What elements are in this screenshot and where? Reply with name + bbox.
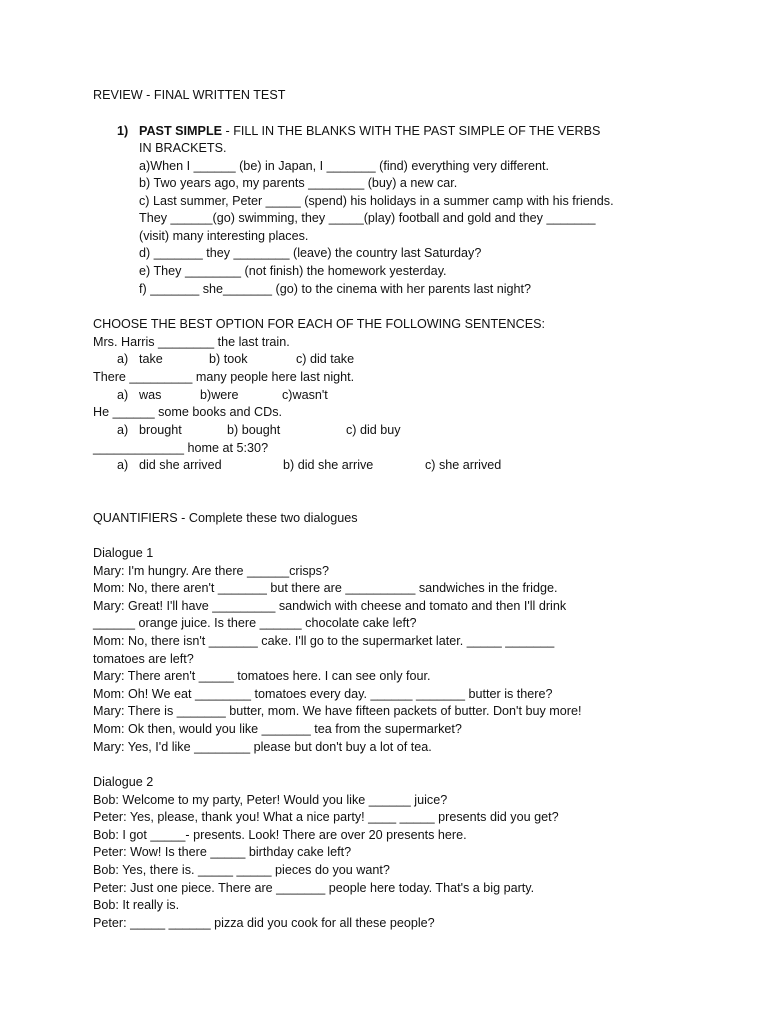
question-line: Mrs. Harris ________ the last train.	[93, 335, 290, 349]
option-letter: a)	[117, 458, 129, 472]
exercise-line: c) Last summer, Peter _____ (spend) his holidays in a summer camp with his friends.	[139, 194, 614, 208]
exercise-line: (visit) many interesting places.	[139, 229, 309, 243]
option: brought	[139, 423, 182, 437]
option: b)were	[200, 388, 239, 402]
dialogue-line: Peter: Yes, please, thank you! What a nice party! ____ _____ presents did you get?	[93, 810, 559, 824]
dialogue-line: Mom: Oh! We eat ________ tomatoes every day. ______ _______ butter is there?	[93, 687, 553, 701]
exercise-line: f) _______ she_______ (go) to the cinema with her parents last night?	[139, 282, 532, 296]
option: c)wasn't	[282, 388, 328, 402]
dialogue2-title: Dialogue 2	[93, 775, 154, 789]
dialogue-line: Mary: I'm hungry. Are there ______crisps?	[93, 564, 329, 578]
section1-number: 1)	[117, 124, 129, 138]
option-letter: a)	[117, 423, 129, 437]
dialogue-line: Bob: Welcome to my party, Peter! Would you like ______ juice?	[93, 793, 448, 807]
exercise-line: e) They ________ (not finish) the homework yesterday.	[139, 264, 447, 278]
dialogue-line: Mary: There is _______ butter, mom. We have fifteen packets of butter. Don't buy more!	[93, 704, 582, 718]
section1-heading-cont: IN BRACKETS.	[139, 141, 227, 155]
option: b) did she arrive	[283, 458, 374, 472]
section3-heading: QUANTIFIERS - Complete these two dialogues	[93, 511, 358, 525]
option: was	[139, 388, 162, 402]
section1-heading-rest: - FILL IN THE BLANKS WITH THE PAST SIMPLE OF THE VERBS	[222, 124, 601, 138]
dialogue-line: Mary: Yes, I'd like ________ please but don't buy a lot of tea.	[93, 740, 432, 754]
question-line: There _________ many people here last night.	[93, 370, 355, 384]
section2-heading: CHOOSE THE BEST OPTION FOR EACH OF THE FOLLOWING SENTENCES:	[93, 317, 546, 331]
dialogue-line: Peter: _____ ______ pizza did you cook for all these people?	[93, 916, 435, 930]
dialogue-line: Mom: No, there isn't _______ cake. I'll go to the supermarket later. _____ _______	[93, 634, 555, 648]
dialogue-line: tomatoes are left?	[93, 652, 194, 666]
option: c) did buy	[346, 423, 401, 437]
section1-heading-bold: PAST SIMPLE	[139, 124, 223, 138]
exercise-line: b) Two years ago, my parents ________ (buy) a new car.	[139, 176, 458, 190]
dialogue-line: Mary: There aren't _____ tomatoes here. I can see only four.	[93, 669, 431, 683]
option-letter: a)	[117, 352, 129, 366]
question-line: _____________ home at 5:30?	[93, 441, 269, 455]
exercise-line: d) _______ they ________ (leave) the country last Saturday?	[139, 246, 482, 260]
question-line: He ______ some books and CDs.	[93, 405, 283, 419]
option: c) she arrived	[425, 458, 502, 472]
dialogue-line: Mom: No, there aren't _______ but there are __________ sandwiches in the fridge.	[93, 581, 558, 595]
option: take	[139, 352, 163, 366]
dialogue-line: Peter: Wow! Is there _____ birthday cake left?	[93, 845, 352, 859]
option-letter: a)	[117, 388, 129, 402]
dialogue-line: Bob: I got _____- presents. Look! There are over 20 presents here.	[93, 828, 467, 842]
page-title: REVIEW - FINAL WRITTEN TEST	[93, 88, 286, 102]
exercise-line: a)When I ______ (be) in Japan, I _______ (find) everything very different.	[139, 159, 550, 173]
dialogue-line: Mom: Ok then, would you like _______ tea from the supermarket?	[93, 722, 462, 736]
dialogue-line: Bob: It really is.	[93, 898, 180, 912]
dialogue-line: Bob: Yes, there is. _____ _____ pieces do you want?	[93, 863, 390, 877]
option: c) did take	[296, 352, 355, 366]
dialogue1-title: Dialogue 1	[93, 546, 154, 560]
option: did she arrived	[139, 458, 222, 472]
dialogue-line: Peter: Just one piece. There are _______ people here today. That's a big party.	[93, 881, 535, 895]
dialogue-line: ______ orange juice. Is there ______ chocolate cake left?	[93, 616, 417, 630]
option: b) bought	[227, 423, 281, 437]
option: b) took	[209, 352, 248, 366]
section1-heading	[139, 123, 600, 139]
dialogue-line: Mary: Great! I'll have _________ sandwich with cheese and tomato and then I'll drink	[93, 599, 567, 613]
exercise-line: They ______(go) swimming, they _____(play) football and gold and they _______	[139, 211, 596, 225]
